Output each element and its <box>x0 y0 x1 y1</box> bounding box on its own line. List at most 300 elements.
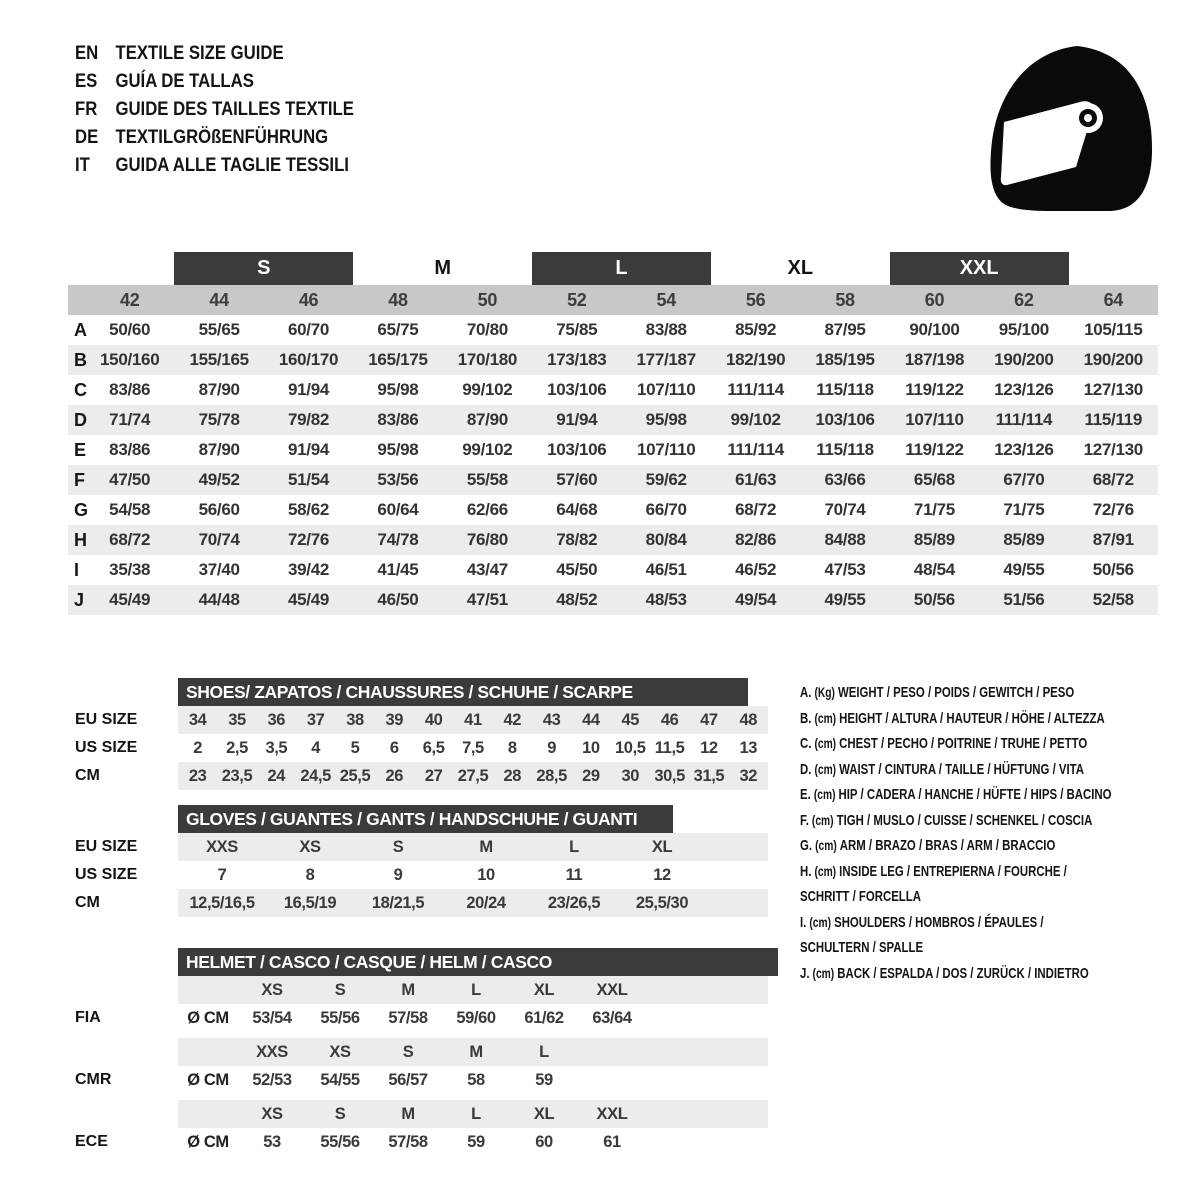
row-label: EU SIZE <box>75 711 138 728</box>
size-value: 8 <box>507 739 517 757</box>
size-value: 75/78 <box>198 410 240 429</box>
size-group-label: L <box>532 252 711 285</box>
size-value: 59/62 <box>645 470 687 489</box>
size-number: 50 <box>477 290 498 310</box>
row-label: C <box>74 380 87 400</box>
size-value: 43 <box>542 711 561 729</box>
unit-label: Ø CM <box>187 1133 229 1151</box>
gloves-row <box>68 833 778 861</box>
gloves-row <box>68 889 778 917</box>
measure-row <box>68 435 1158 465</box>
row-label: H <box>74 530 87 550</box>
size-value: 39/42 <box>288 560 330 579</box>
size-value: 48/53 <box>645 590 687 609</box>
size-value: M <box>479 838 493 856</box>
size-value: 59/60 <box>456 1009 496 1027</box>
size-value: 87/95 <box>824 320 866 339</box>
row-label: US SIZE <box>75 866 138 883</box>
helmet-size-table <box>68 948 778 1156</box>
size-value: 46 <box>660 711 679 729</box>
row-cells <box>178 734 768 762</box>
size-value: 59 <box>467 1133 485 1151</box>
size-value: XXS <box>206 838 238 856</box>
legend-key: I. <box>800 913 807 931</box>
helmet-icon <box>980 36 1160 216</box>
helmet-table-title: HELMET / CASCO / CASQUE / HELM / CASCO <box>186 951 552 972</box>
size-value: 12 <box>700 739 718 757</box>
helmet-size: XXL <box>596 1105 628 1123</box>
legend-text: HIP / CADERA / HANCHE / HÜFTE / HIPS / BACINO <box>838 786 1112 803</box>
size-number: 62 <box>1014 290 1034 310</box>
size-value: 45/49 <box>288 590 330 609</box>
language-title: GUIDE DES TAILLES TEXTILE <box>115 99 354 120</box>
size-value: 87/90 <box>198 380 240 399</box>
row-label: US SIZE <box>75 739 138 756</box>
size-value: 58/62 <box>288 500 330 519</box>
size-value: 90/100 <box>909 320 960 339</box>
size-value: 12 <box>653 866 671 884</box>
shoes-row <box>68 762 778 790</box>
size-value: 103/106 <box>815 410 875 429</box>
size-value: XS <box>299 838 321 856</box>
unit-label: Ø CM <box>187 1009 229 1027</box>
helmet-size: XS <box>329 1043 351 1061</box>
size-value: 46/50 <box>377 590 419 609</box>
size-value: 160/170 <box>278 350 339 369</box>
measure-row <box>68 585 1158 615</box>
size-value: 5 <box>350 739 360 757</box>
row-label: A <box>74 320 87 340</box>
helmet-size: M <box>401 1105 415 1123</box>
size-value: 55/56 <box>320 1133 360 1151</box>
helmet-size: M <box>401 981 415 999</box>
size-value: 23,5 <box>221 767 253 785</box>
size-value: 103/106 <box>547 380 607 399</box>
size-value: 87/91 <box>1092 530 1134 549</box>
helmet-table-body <box>68 976 778 1156</box>
size-value: 36 <box>267 711 286 729</box>
main-table-body <box>68 315 1158 615</box>
size-value: 28 <box>503 767 522 785</box>
size-value: 6 <box>389 739 399 757</box>
measure-row <box>68 375 1158 405</box>
size-value: 95/100 <box>998 320 1049 339</box>
size-value: 9 <box>393 866 403 884</box>
row-cells <box>178 1100 768 1128</box>
size-value: 99/102 <box>462 440 513 459</box>
size-value: 71/75 <box>913 500 955 519</box>
size-value: 50/56 <box>1092 560 1134 579</box>
textile-size-table <box>68 252 1158 615</box>
helmet-sizes-row <box>68 976 778 1004</box>
size-value: 71/75 <box>1003 500 1045 519</box>
helmet-size: XL <box>533 1105 555 1123</box>
size-value: 60/70 <box>288 320 330 339</box>
size-value: 123/126 <box>994 440 1054 459</box>
size-group-label: XXL <box>890 252 1069 285</box>
group-header-row <box>68 252 1158 285</box>
size-value: 185/195 <box>815 350 875 369</box>
size-value: 83/88 <box>645 320 687 339</box>
legend-key: F. <box>800 811 809 829</box>
size-value: 62/66 <box>466 500 508 519</box>
size-value: 44 <box>582 711 600 729</box>
size-value: 95/98 <box>377 380 419 399</box>
legend-key: B. <box>800 709 812 727</box>
legend-key: A. <box>800 684 812 701</box>
size-group-label: S <box>174 252 353 285</box>
size-value: 51/56 <box>1003 590 1045 609</box>
size-number: 52 <box>567 290 587 310</box>
size-value: 39 <box>385 711 404 729</box>
row-label: D <box>74 410 87 430</box>
size-value: 56/57 <box>388 1071 428 1089</box>
size-value: 82/86 <box>735 530 777 549</box>
size-value: 87/90 <box>198 440 240 459</box>
size-value: 107/110 <box>636 440 696 459</box>
size-value: 47/53 <box>824 560 866 579</box>
gloves-table-body <box>68 833 778 917</box>
size-value: 111/114 <box>727 380 784 399</box>
size-value: 80/84 <box>645 530 687 549</box>
legend-text: WAIST / CINTURA / TAILLE / HÜFTUNG / VITA <box>839 760 1085 778</box>
size-value: 190/200 <box>994 350 1054 369</box>
measure-row <box>68 465 1158 495</box>
size-value: 37/40 <box>198 560 240 579</box>
size-value: 4 <box>311 739 321 757</box>
row-label: CM <box>75 894 100 911</box>
size-value: 31,5 <box>693 767 725 785</box>
size-value: 54/55 <box>320 1071 360 1089</box>
size-value: 79/82 <box>288 410 330 429</box>
size-group-label: M <box>434 257 451 279</box>
size-value: 83/86 <box>377 410 419 429</box>
size-group-label: XL <box>787 257 814 279</box>
size-value: 57/60 <box>556 470 598 489</box>
legend-item <box>800 808 1200 834</box>
size-value: 63/64 <box>592 1009 632 1027</box>
language-code: IT <box>75 155 90 176</box>
size-value: 8 <box>305 866 315 884</box>
size-value: 190/200 <box>1083 350 1143 369</box>
size-value: 70/80 <box>466 320 508 339</box>
helmet-section <box>68 1100 778 1156</box>
language-title: TEXTILE SIZE GUIDE <box>115 43 284 64</box>
row-cells <box>178 976 768 1004</box>
row-label: CM <box>75 767 100 784</box>
helmet-size <box>578 1038 646 1066</box>
size-value: L <box>569 838 579 856</box>
size-value: 57/58 <box>388 1133 428 1151</box>
size-value: 68/72 <box>735 500 777 519</box>
size-value: 70/74 <box>824 500 866 519</box>
size-value: 47/51 <box>466 590 508 609</box>
legend-key: E. <box>800 786 811 803</box>
measure-row <box>68 345 1158 375</box>
size-value: 11,5 <box>654 739 685 757</box>
size-value: 2,5 <box>226 739 248 757</box>
size-value: 173/183 <box>547 350 607 369</box>
size-value: 49/54 <box>735 590 777 609</box>
size-value: 9 <box>547 739 556 757</box>
size-value: 99/102 <box>730 410 781 429</box>
size-value: 55/56 <box>320 1009 360 1027</box>
size-value: 111/114 <box>995 410 1053 429</box>
size-value: 24,5 <box>300 767 331 785</box>
size-value: 56/60 <box>198 500 240 519</box>
size-value: 107/110 <box>905 410 964 429</box>
shoes-size-table <box>68 678 778 790</box>
size-value: 48 <box>739 711 758 729</box>
helmet-size: S <box>402 1043 414 1061</box>
size-value: 35/38 <box>109 560 151 579</box>
size-value: 24 <box>267 767 286 785</box>
helmet-section <box>68 1038 778 1094</box>
size-number: 56 <box>745 290 766 310</box>
size-value: 99/102 <box>462 380 513 399</box>
row-label: CMR <box>75 1071 112 1088</box>
size-value: 47/50 <box>109 470 151 489</box>
row-label <box>68 976 178 1004</box>
row-label: FIA <box>75 1009 101 1026</box>
size-value: 13 <box>739 739 758 757</box>
size-value: 48/52 <box>556 590 598 609</box>
size-value: 76/80 <box>466 530 508 549</box>
legend-item <box>800 706 1200 732</box>
legend-key: C. <box>800 735 812 752</box>
size-value: 165/175 <box>368 350 428 369</box>
row-label: ECE <box>75 1133 108 1150</box>
measure-row <box>68 405 1158 435</box>
size-value: 187/198 <box>904 350 965 369</box>
row-label: B <box>74 350 87 370</box>
language-row <box>75 152 354 180</box>
helmet-size: S <box>334 1105 346 1123</box>
size-value: 87/90 <box>466 410 508 429</box>
size-value: 91/94 <box>288 440 330 459</box>
size-value: 115/119 <box>1084 410 1143 429</box>
legend-text: BACK / ESPALDA / DOS / ZURÜCK / INDIETRO <box>837 964 1089 982</box>
row-cells <box>178 833 768 861</box>
size-value: 127/130 <box>1083 440 1143 459</box>
size-value: 32 <box>739 767 758 785</box>
size-value: 51/54 <box>288 470 330 489</box>
legend-text: SHOULDERS / HOMBROS / ÉPAULES / <box>834 913 1044 931</box>
size-value: 170/180 <box>457 350 518 369</box>
language-list <box>75 40 354 180</box>
legend-item <box>800 680 1200 706</box>
size-value: 48/54 <box>913 560 955 579</box>
size-number: 60 <box>924 290 945 310</box>
size-value: 41 <box>464 711 482 729</box>
size-value: 55/65 <box>198 320 240 339</box>
helmet-values-row <box>68 1066 778 1094</box>
shoes-row <box>68 706 778 734</box>
size-value: 72/76 <box>288 530 330 549</box>
row-label <box>68 1100 178 1128</box>
language-row <box>75 124 354 152</box>
size-value: 44/48 <box>198 590 240 609</box>
legend-key: J. <box>800 964 810 982</box>
language-code: EN <box>75 43 99 64</box>
size-value: 10 <box>477 866 495 884</box>
size-value: 53 <box>263 1133 281 1151</box>
legend-unit: (cm) <box>814 736 837 751</box>
legend-unit: (cm) <box>809 914 832 930</box>
legend-key: H. <box>800 862 812 880</box>
size-value: 41/45 <box>377 560 419 579</box>
helmet-values-row <box>68 1128 778 1156</box>
language-title: GUÍA DE TALLAS <box>115 71 254 92</box>
helmet-size: XS <box>261 981 283 999</box>
size-value: 6,5 <box>422 739 445 757</box>
size-value: 123/126 <box>994 380 1054 399</box>
size-value: 46/51 <box>645 560 687 579</box>
size-value: 18/21,5 <box>371 894 425 912</box>
size-value: S <box>392 838 404 856</box>
size-value: 34 <box>188 711 207 729</box>
size-value: 45/49 <box>109 590 151 609</box>
helmet-size: L <box>539 1043 549 1061</box>
helmet-size: XXL <box>596 981 628 999</box>
gloves-table-title: GLOVES / GUANTES / GANTS / HANDSCHUHE / GUANTI <box>186 808 638 829</box>
legend-text: WEIGHT / PESO / POIDS / GEWITCH / PESO <box>838 684 1075 701</box>
size-value: 61 <box>603 1133 621 1151</box>
language-title: TEXTILGRÖßENFÜHRUNG <box>115 127 329 148</box>
size-value <box>578 1066 646 1094</box>
size-value: 107/110 <box>636 380 696 399</box>
unit-label: Ø CM <box>187 1071 229 1089</box>
row-cells <box>178 706 768 734</box>
size-value: 12,5/16,5 <box>189 894 255 912</box>
size-value: 25,5 <box>339 767 371 785</box>
size-value: 45/50 <box>556 560 598 579</box>
unit-cell <box>178 1100 238 1128</box>
size-value: 54/58 <box>109 500 151 519</box>
size-number: 42 <box>119 290 140 310</box>
size-value: 75/85 <box>556 320 598 339</box>
row-cells <box>178 762 768 790</box>
size-value: 45 <box>621 711 640 729</box>
size-value: 115/118 <box>816 440 874 459</box>
size-value: 55/58 <box>466 470 508 489</box>
legend-unit: (cm) <box>814 863 837 879</box>
size-value: 57/58 <box>388 1009 428 1027</box>
size-value: 182/190 <box>725 350 786 369</box>
size-value: 30 <box>621 767 640 785</box>
legend-unit: (cm) <box>814 761 837 777</box>
size-value: 85/92 <box>735 320 777 339</box>
legend-item-continuation: SCHULTERN / SPALLE <box>800 939 924 956</box>
language-code: FR <box>75 99 98 120</box>
helmet-table-header <box>178 948 778 976</box>
size-value: 58 <box>467 1071 485 1089</box>
unit-cell <box>178 976 238 1004</box>
size-value: 7 <box>217 866 227 884</box>
shoes-table-header <box>178 678 748 706</box>
row-cells <box>178 1128 768 1156</box>
size-value: 60 <box>535 1133 553 1151</box>
size-value: 27,5 <box>457 767 489 785</box>
size-value: 85/89 <box>913 530 955 549</box>
row-cells <box>178 1066 768 1094</box>
size-value: 63/66 <box>824 470 866 489</box>
size-value: 35 <box>228 711 246 729</box>
language-row <box>75 96 354 124</box>
language-code: DE <box>75 127 99 148</box>
size-value: 47 <box>700 711 718 729</box>
legend-key: G. <box>800 837 813 854</box>
size-value: 60/64 <box>377 500 419 519</box>
size-value: 78/82 <box>556 530 598 549</box>
size-number: 44 <box>209 290 229 310</box>
size-value: 26 <box>385 767 404 785</box>
size-value: 177/187 <box>636 350 696 369</box>
helmet-size: XXS <box>256 1043 288 1061</box>
language-row <box>75 40 354 68</box>
helmet-sizes-row <box>68 1038 778 1066</box>
language-row <box>75 68 354 96</box>
size-number: 54 <box>656 290 676 310</box>
size-value: 155/165 <box>189 350 249 369</box>
legend-text: ARM / BRAZO / BRAS / ARM / BRACCIO <box>839 837 1056 854</box>
size-value: 70/74 <box>198 530 240 549</box>
size-value: 52/53 <box>252 1071 292 1089</box>
legend-unit: (cm) <box>813 787 836 802</box>
helmet-size: L <box>471 1105 481 1123</box>
size-value: 16,5/19 <box>283 894 337 912</box>
size-value: 7,5 <box>462 739 484 757</box>
shoes-table-title: SHOES/ ZAPATOS / CHAUSSURES / SCHUHE / SCARPE <box>186 681 633 702</box>
language-code: ES <box>75 71 98 92</box>
unit-cell <box>178 1038 238 1066</box>
row-label: EU SIZE <box>75 838 138 855</box>
helmet-values-row <box>68 1004 778 1032</box>
size-value: 61/62 <box>524 1009 564 1027</box>
size-value: 74/78 <box>377 530 419 549</box>
legend-unit: (cm) <box>814 710 837 726</box>
size-value: XL <box>651 838 673 856</box>
size-value: 127/130 <box>1083 380 1143 399</box>
legend-item <box>800 833 1200 859</box>
size-value: 29 <box>582 767 600 785</box>
size-value: 2 <box>193 739 203 757</box>
legend-unit: (cm) <box>815 838 837 853</box>
row-label: J <box>74 590 84 610</box>
row-cells <box>178 861 768 889</box>
size-value: 65/68 <box>913 470 955 489</box>
legend-item-continuation: SCHRITT / FORCELLA <box>800 888 921 905</box>
size-value: 10,5 <box>615 739 646 757</box>
size-value: 91/94 <box>556 410 598 429</box>
size-value: 37 <box>306 711 325 729</box>
helmet-icon-graphic <box>980 36 1160 216</box>
size-value: 43/47 <box>466 560 508 579</box>
legend-text: TIGH / MUSLO / CUISSE / SCHENKEL / COSCIA <box>836 811 1093 829</box>
size-value: 150/160 <box>100 350 160 369</box>
size-value: 115/118 <box>816 380 874 399</box>
size-number: 58 <box>835 290 855 310</box>
size-value: 42 <box>503 711 522 729</box>
size-value: 72/76 <box>1092 500 1134 519</box>
gloves-table-header <box>178 805 673 833</box>
size-value: 50/60 <box>109 320 151 339</box>
legend-item <box>800 961 1200 987</box>
corner-cell <box>68 285 85 315</box>
size-value: 49/55 <box>824 590 866 609</box>
size-value: 111/114 <box>727 440 784 459</box>
measure-row <box>68 315 1158 345</box>
